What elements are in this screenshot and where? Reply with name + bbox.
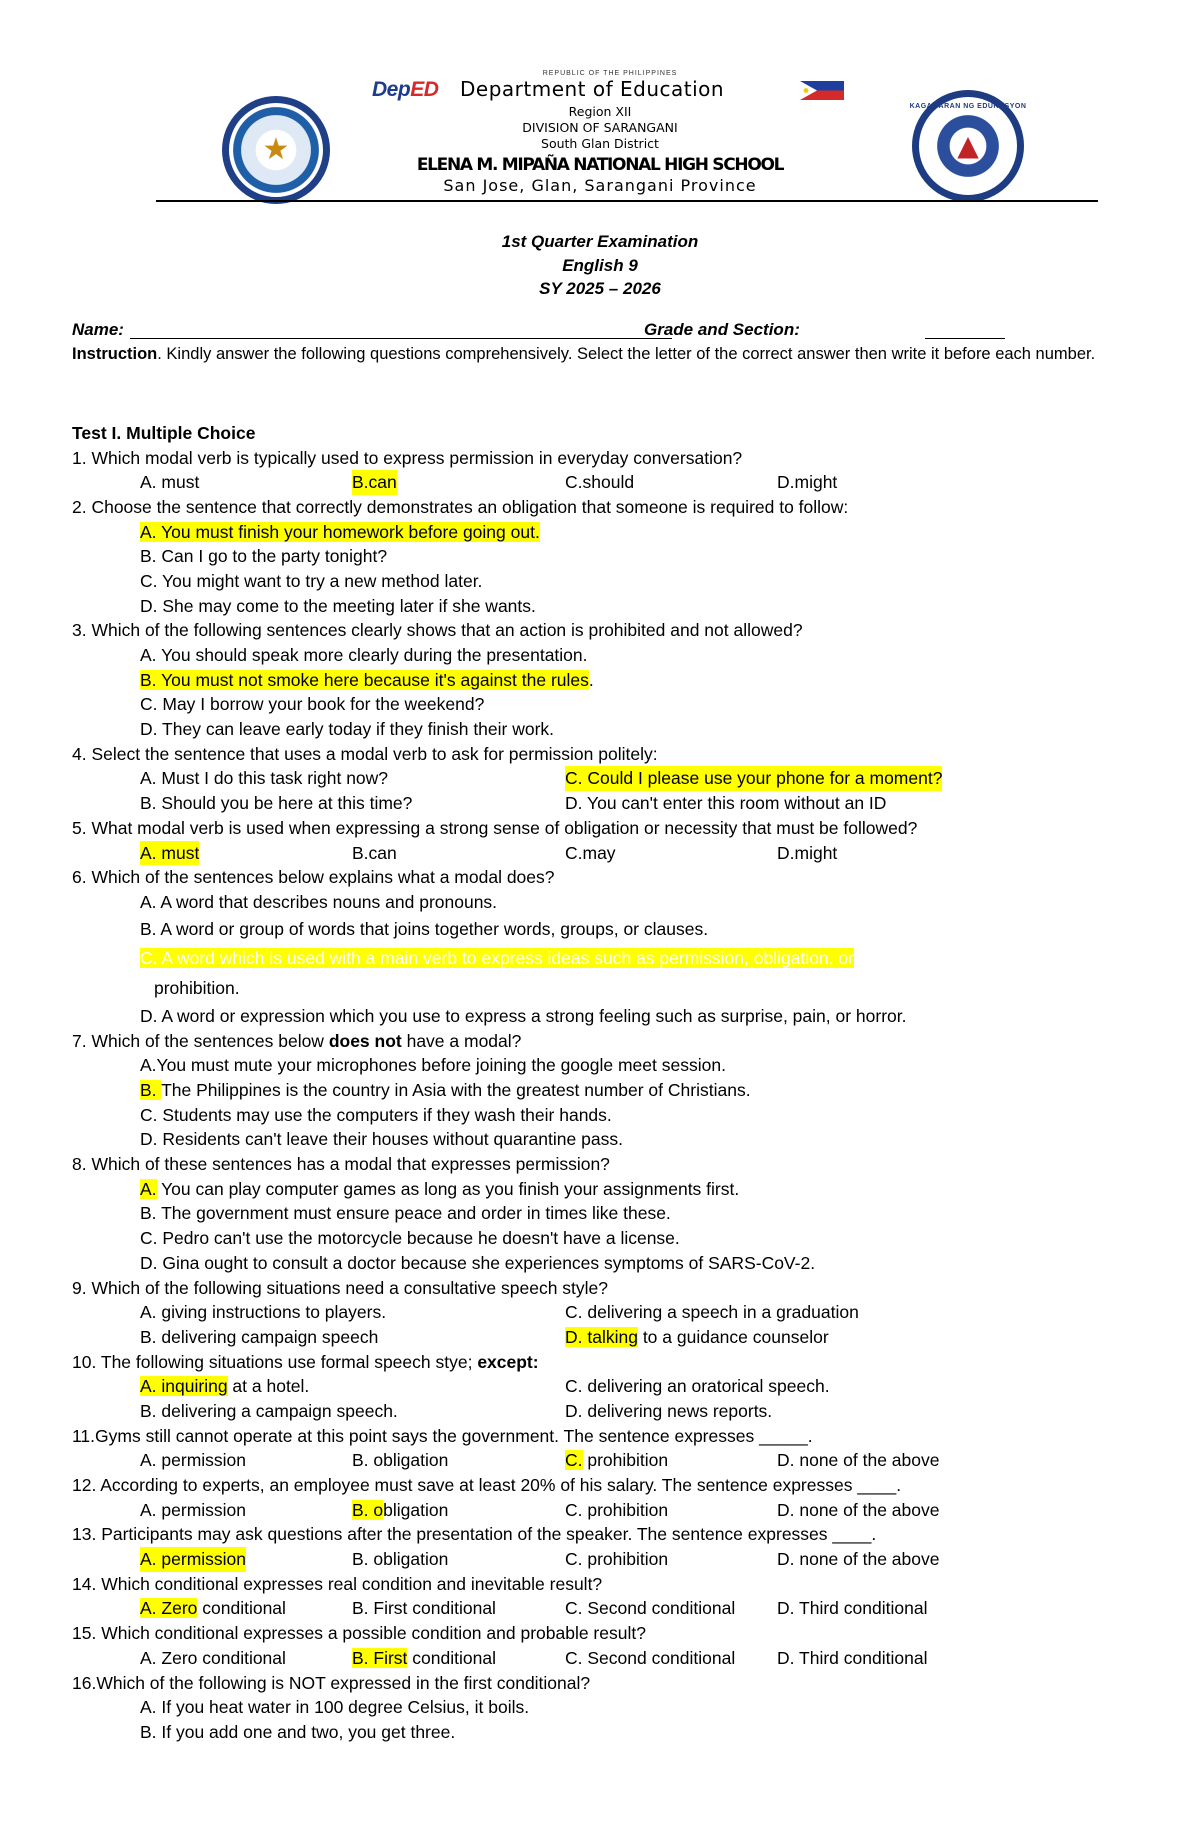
republic-label: REPUBLIC OF THE PHILIPPINES bbox=[542, 70, 678, 77]
option-b: B. obligation bbox=[352, 1549, 449, 1570]
option-a-answer: A. must bbox=[140, 841, 199, 866]
option-b-answer: B. obligation bbox=[352, 1499, 449, 1520]
option-d: D. delivering news reports. bbox=[565, 1400, 773, 1421]
question-13-options bbox=[72, 1547, 1142, 1572]
question-10: 10. The following situations use formal speech stye; except: bbox=[72, 1351, 539, 1372]
option-c: C. You might want to try a new method later. bbox=[140, 570, 483, 591]
region-label: Region XII bbox=[568, 104, 632, 119]
option-c: C. prohibition bbox=[565, 1549, 669, 1570]
exam-subject: English 9 bbox=[562, 255, 638, 275]
question-14: 14. Which conditional expresses real condition and inevitable result? bbox=[72, 1573, 603, 1594]
option-c: C. Second conditional bbox=[565, 1647, 736, 1668]
option-a: A. Zero conditional bbox=[140, 1647, 286, 1668]
option-d: D. none of the above bbox=[777, 1450, 940, 1471]
exam-title: 1st Quarter Examination bbox=[501, 232, 699, 251]
option-c-continued: prohibition. bbox=[154, 978, 240, 999]
instruction bbox=[72, 342, 1118, 367]
question-10-options-row2 bbox=[72, 1399, 1142, 1424]
option-d: D. Gina ought to consult a doctor because she experiences symptoms of SARS-CoV-2. bbox=[140, 1252, 816, 1273]
option-c: C. May I borrow your book for the weekend? bbox=[140, 694, 485, 715]
option-a-answer: A. You can play computer games as long as you finish your assignments first. bbox=[140, 1178, 740, 1199]
student-info-row bbox=[72, 320, 1132, 344]
option-c-answer: C. prohibition bbox=[565, 1450, 669, 1471]
question-15-options bbox=[72, 1646, 1142, 1671]
option-d: D. Third conditional bbox=[777, 1647, 928, 1668]
deped-logo: DepED bbox=[372, 78, 439, 101]
test-multiple-choice bbox=[72, 421, 1142, 1745]
option-b: B. obligation bbox=[352, 1450, 449, 1471]
department-name: Department of Education bbox=[460, 77, 725, 101]
question-4-options-row2 bbox=[72, 791, 1142, 816]
question-1-options bbox=[72, 470, 1142, 495]
district-label: South Glan District bbox=[541, 136, 659, 151]
division-label: DIVISION OF SARANGANI bbox=[522, 120, 678, 135]
question-12-options bbox=[72, 1498, 1142, 1523]
option-c: C.should bbox=[565, 472, 635, 493]
deped-seal-logo bbox=[909, 90, 1027, 202]
option-a: A. permission bbox=[140, 1499, 247, 1520]
option-d: D. Third conditional bbox=[777, 1598, 928, 1619]
question-4: 4. Select the sentence that uses a modal verb to ask for permission politely: bbox=[72, 743, 658, 764]
question-6: 6. Which of the sentences below explains what a modal does? bbox=[72, 867, 555, 888]
question-11: 11.Gyms still cannot operate at this point says the government. The sentence expresses _____. bbox=[72, 1425, 813, 1446]
option-b-answer: B.can bbox=[352, 470, 397, 495]
school-address: San Jose, Glan, Sarangani Province bbox=[443, 176, 757, 195]
question-15: 15. Which conditional expresses a possible condition and probable result? bbox=[72, 1623, 646, 1644]
question-9-options-row2 bbox=[72, 1325, 1142, 1350]
seal-ring-text: KAGAWARAN NG EDUKASYON bbox=[909, 103, 1027, 110]
option-a: A. giving instructions to players. bbox=[140, 1302, 387, 1323]
option-d: D. Residents can't leave their houses without quarantine pass. bbox=[140, 1129, 623, 1150]
name-field[interactable] bbox=[130, 338, 672, 339]
option-c: C. prohibition bbox=[565, 1499, 669, 1520]
option-c: C. Students may use the computers if they wash their hands. bbox=[140, 1104, 612, 1125]
option-c: C. delivering an oratorical speech. bbox=[565, 1376, 830, 1397]
question-9: 9. Which of the following situations need a consultative speech style? bbox=[72, 1277, 609, 1298]
option-d: D. You can't enter this room without an ID bbox=[565, 793, 887, 814]
option-d-answer: D. talking to a guidance counselor bbox=[565, 1326, 829, 1347]
letterhead-divider bbox=[156, 200, 1098, 202]
instruction-label: Instruction bbox=[72, 345, 158, 363]
option-a: A.You must mute your microphones before joining the google meet session. bbox=[140, 1055, 726, 1076]
option-b: B. Can I go to the party tonight? bbox=[140, 546, 388, 567]
option-a: A. A word that describes nouns and pronouns. bbox=[140, 891, 498, 912]
option-b: B.can bbox=[352, 842, 397, 863]
option-d: D. none of the above bbox=[777, 1549, 940, 1570]
option-c-answer: C. Could I please use your phone for a moment? bbox=[565, 766, 942, 791]
option-b: B. A word or group of words that joins together words, groups, or clauses. bbox=[140, 918, 709, 939]
exam-title-block bbox=[0, 230, 1200, 301]
option-a: A. permission bbox=[140, 1450, 247, 1471]
test-title: Test I. Multiple Choice bbox=[72, 423, 256, 443]
option-b-answer: B. You must not smoke here because it's against the rules. bbox=[140, 669, 594, 690]
option-c: C. Second conditional bbox=[565, 1598, 736, 1619]
option-b: B. delivering a campaign speech. bbox=[140, 1400, 398, 1421]
option-a: A. Must I do this task right now? bbox=[140, 768, 389, 789]
option-d: D. none of the above bbox=[777, 1499, 940, 1520]
option-b: B. delivering campaign speech bbox=[140, 1326, 379, 1347]
option-a-answer: A. Zero conditional bbox=[140, 1598, 286, 1619]
option-b-answer: B. The Philippines is the country in Asia with the greatest number of Christians. bbox=[140, 1080, 751, 1101]
question-3: 3. Which of the following sentences clearly shows that an action is prohibited and not allowed? bbox=[72, 620, 803, 641]
question-10-options-row1 bbox=[72, 1374, 1142, 1399]
option-a-answer: A. You must finish your homework before going out. bbox=[140, 521, 540, 542]
option-d: D. They can leave early today if they finish their work. bbox=[140, 719, 555, 740]
question-2: 2. Choose the sentence that correctly demonstrates an obligation that someone is required to follow: bbox=[72, 496, 849, 517]
option-a: A. If you heat water in 100 degree Celsius, it boils. bbox=[140, 1697, 530, 1718]
grade-section-label: Grade and Section: bbox=[644, 320, 800, 339]
option-d: D. She may come to the meeting later if she wants. bbox=[140, 595, 536, 616]
option-d: D.might bbox=[777, 472, 838, 493]
question-4-options-row1 bbox=[72, 766, 1142, 791]
option-c: C.may bbox=[565, 842, 616, 863]
question-5: 5. What modal verb is used when expressing a strong sense of obligation or necessity that must be followed? bbox=[72, 817, 918, 838]
option-c: C. Pedro can't use the motorcycle because he doesn't have a license. bbox=[140, 1228, 680, 1249]
option-a-answer: A. permission bbox=[140, 1547, 246, 1572]
torch-icon: ★ bbox=[262, 132, 290, 167]
instruction-text: . Kindly answer the following questions comprehensively. Select the letter of the correct answer then write it before each number. bbox=[157, 345, 1096, 363]
letterhead bbox=[0, 0, 1200, 210]
option-d: D.might bbox=[777, 842, 838, 863]
option-b: B. The government must ensure peace and order in times like these. bbox=[140, 1203, 671, 1224]
question-12: 12. According to experts, an employee must save at least 20% of his salary. The sentence expresses ____. bbox=[72, 1475, 902, 1496]
question-16: 16.Which of the following is NOT expressed in the first conditional? bbox=[72, 1672, 591, 1693]
question-1: 1. Which modal verb is typically used to express permission in everyday conversation? bbox=[72, 447, 743, 468]
option-b-answer: B. First conditional bbox=[352, 1647, 496, 1668]
seal-emblem-icon: ▲ bbox=[957, 129, 979, 162]
philippine-flag-icon bbox=[800, 81, 844, 100]
question-14-options bbox=[72, 1596, 1142, 1621]
exam-school-year: SY 2025 – 2026 bbox=[539, 279, 661, 298]
question-11-options bbox=[72, 1448, 1142, 1473]
option-a: A. must bbox=[140, 472, 200, 493]
option-a-answer: A. inquiring at a hotel. bbox=[140, 1376, 310, 1397]
school-name: ELENA M. MIPAÑA NATIONAL HIGH SCHOOL bbox=[416, 155, 784, 175]
option-d: D. A word or expression which you use to express a strong feeling such as surprise, pain, or horror. bbox=[140, 1005, 907, 1026]
question-7: 7. Which of the sentences below does not have a modal? bbox=[72, 1030, 522, 1051]
option-c-answer: C. A word which is used with a main verb to express ideas such as permission, obligation, or bbox=[140, 948, 854, 969]
option-b: B. First conditional bbox=[352, 1598, 496, 1619]
option-b: B. If you add one and two, you get three. bbox=[140, 1721, 456, 1742]
question-5-options bbox=[72, 841, 1142, 866]
grade-section-field[interactable] bbox=[925, 338, 1005, 339]
option-b: B. Should you be here at this time? bbox=[140, 793, 413, 814]
option-a: A. You should speak more clearly during the presentation. bbox=[140, 645, 588, 665]
option-c: C. delivering a speech in a graduation bbox=[565, 1302, 859, 1323]
name-label: Name: bbox=[72, 320, 124, 339]
question-13: 13. Participants may ask questions after the presentation of the speaker. The sentence expresses ____. bbox=[72, 1524, 877, 1545]
question-8: 8. Which of these sentences has a modal that expresses permission? bbox=[72, 1154, 610, 1175]
question-9-options-row1 bbox=[72, 1300, 1142, 1325]
